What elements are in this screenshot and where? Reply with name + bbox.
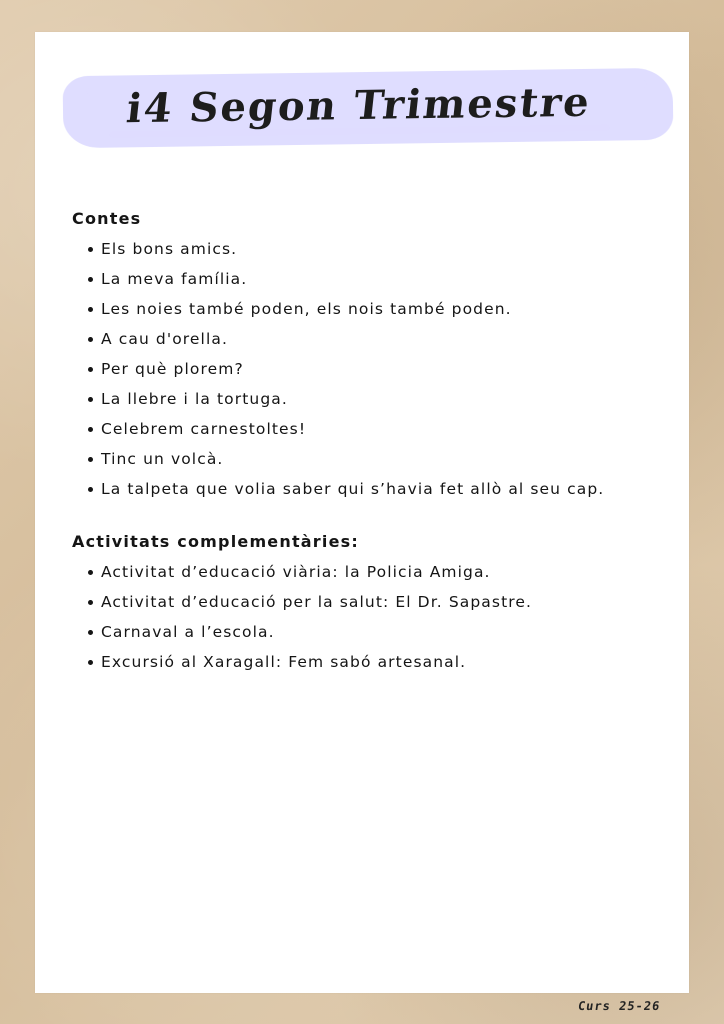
list-item: La meva família. [88, 264, 662, 294]
list-item: Per què plorem? [88, 354, 662, 384]
list-item: Excursió al Xaragall: Fem sabó artesanal. [88, 647, 662, 677]
stories-list [72, 234, 662, 504]
stories-section [72, 204, 662, 504]
course-footer: Curs 25-26 [576, 999, 661, 1013]
list-item: Celebrem carnestoltes! [88, 414, 662, 444]
list-item: Tinc un volcà. [88, 444, 662, 474]
list-item: Les noies també poden, els nois també poden. [88, 294, 662, 324]
list-item: Activitat d’educació per la salut: El Dr. Sapastre. [88, 587, 662, 617]
stories-heading: Contes [72, 209, 142, 228]
document-page [35, 32, 689, 993]
activities-heading: Activitats complementàries: [72, 532, 359, 551]
page-title: i4 Segon Trimestre [124, 78, 594, 133]
list-item: La talpeta que volia saber qui s’havia fet allò al seu cap. [88, 474, 662, 504]
list-item: Activitat d’educació viària: la Policia Amiga. [88, 557, 662, 587]
list-item: Carnaval a l’escola. [88, 617, 662, 647]
list-item: A cau d'orella. [88, 324, 662, 354]
list-item: La llebre i la tortuga. [88, 384, 662, 414]
document-content [72, 204, 662, 677]
list-item: Els bons amics. [88, 234, 662, 264]
complementary-activities-section [72, 527, 662, 677]
activities-list [72, 557, 662, 677]
